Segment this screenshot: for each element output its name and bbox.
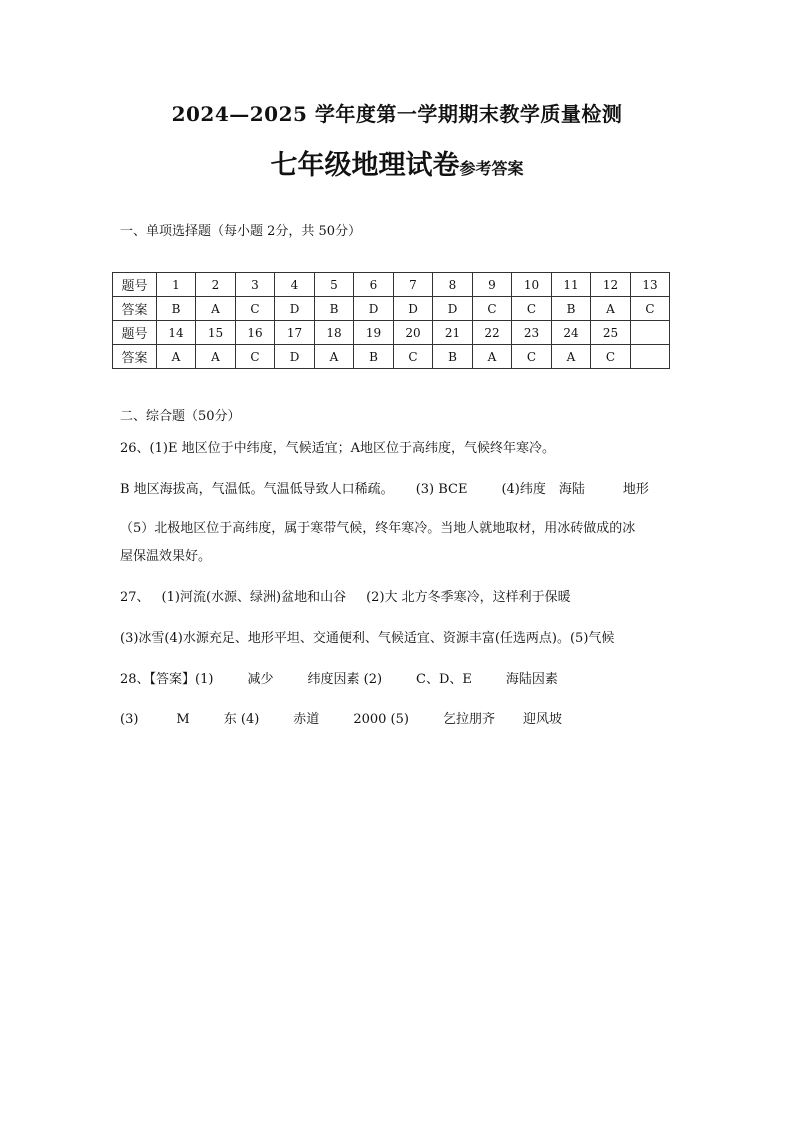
q28-answer-3a: M xyxy=(176,712,190,727)
q28-line2 xyxy=(120,708,562,727)
question-number-cell: 14 xyxy=(157,321,196,345)
answer-cell: A xyxy=(196,297,236,321)
answer-cell: B xyxy=(552,297,591,321)
answer-cell: C xyxy=(512,345,552,369)
q26-answer-4b: 海陆 xyxy=(558,482,585,497)
q28-answer-1b: 纬度因素 (2) xyxy=(307,672,383,687)
q28-answer-5a: 乞拉朋齐 xyxy=(442,712,495,727)
q28-line1 xyxy=(120,668,558,687)
question-number-cell: 4 xyxy=(275,273,315,297)
answer-cell: C xyxy=(236,345,275,369)
answer-cell: A xyxy=(473,345,512,369)
question-number-cell: 12 xyxy=(591,273,631,297)
question-number-cell: 22 xyxy=(473,321,512,345)
q28-answer-2a: C、D、E xyxy=(416,672,472,687)
part2-heading: 二、综合题（50分） xyxy=(120,409,241,424)
answer-cell: B xyxy=(433,345,473,369)
q28-answer-2b: 海陆因素 xyxy=(505,672,558,687)
question-number-cell: 15 xyxy=(196,321,236,345)
question-number-cell: 23 xyxy=(512,321,552,345)
q28-label: 28、【答案】(1) xyxy=(120,672,214,687)
question-number-cell xyxy=(631,321,670,345)
question-number-cell: 20 xyxy=(394,321,433,345)
q26-line4: 屋保温效果好。 xyxy=(120,549,212,564)
answer-cell: D xyxy=(275,297,315,321)
question-number-cell: 1 xyxy=(157,273,196,297)
question-number-cell: 21 xyxy=(433,321,473,345)
question-number-cell: 6 xyxy=(354,273,394,297)
q26-answer-4c: 地形 xyxy=(622,482,649,497)
exam-title: 2024—2025 学年度第一学期期末教学质量检测 xyxy=(171,102,623,126)
question-number-cell: 5 xyxy=(315,273,354,297)
row-label: 答案 xyxy=(113,345,157,369)
row-label: 答案 xyxy=(113,297,157,321)
question-number-cell: 25 xyxy=(591,321,631,345)
answer-cell: A xyxy=(157,345,196,369)
question-number-cell: 2 xyxy=(196,273,236,297)
question-number-cell: 9 xyxy=(473,273,512,297)
question-number-cell: 3 xyxy=(236,273,275,297)
question-number-cell: 11 xyxy=(552,273,591,297)
question-number-cell: 7 xyxy=(394,273,433,297)
answer-cell: D xyxy=(275,345,315,369)
question-number-cell: 24 xyxy=(552,321,591,345)
q27-line1 xyxy=(120,586,571,605)
answer-table-row xyxy=(113,321,670,345)
subject-suffix: 参考答案 xyxy=(459,159,524,178)
answer-cell: C xyxy=(236,297,275,321)
q26-line1: 26、(1)E 地区位于中纬度，气候适宜；A地区位于高纬度，气候终年寒冷。 xyxy=(120,441,555,456)
answer-cell: C xyxy=(591,345,631,369)
q27-line2: (3)冰雪(4)水源充足、地形平坦、交通便利、气候适宜、资源丰富(任选两点)。(5)气候 xyxy=(120,631,615,646)
answer-table xyxy=(112,272,670,369)
answer-cell: B xyxy=(315,297,354,321)
question-number-cell: 13 xyxy=(631,273,670,297)
subject-title-line xyxy=(0,143,794,182)
q26-line3: （5）北极地区位于高纬度，属于寒带气候，终年寒冷。当地人就地取材，用冰砖做成的冰 xyxy=(120,521,636,536)
row-label: 题号 xyxy=(113,321,157,345)
q28-answer-3b: 东 (4) xyxy=(223,712,260,727)
q28-answer-5b: 迎风坡 xyxy=(522,712,562,727)
question-number-cell: 10 xyxy=(512,273,552,297)
answer-cell: D xyxy=(354,297,394,321)
q26-answer-3: (3) BCE xyxy=(415,482,468,497)
answer-table-row xyxy=(113,273,670,297)
subject-title: 七年级地理试卷 xyxy=(270,150,460,181)
question-number-cell: 18 xyxy=(315,321,354,345)
answer-cell: A xyxy=(315,345,354,369)
q27-answer-1: (1)河流(水源、绿洲)盆地和山谷 xyxy=(161,590,347,605)
q28-answer-1a: 减少 xyxy=(247,672,274,687)
q26-line2 xyxy=(120,478,649,497)
q27-answer-2: (2)大 北方冬季寒冷，这样利于保暖 xyxy=(366,590,571,605)
q28-answer-4a: 赤道 xyxy=(293,712,320,727)
answer-cell: C xyxy=(631,297,670,321)
answer-cell: C xyxy=(394,345,433,369)
answer-cell: B xyxy=(354,345,394,369)
q28-answer-4b: 2000 (5) xyxy=(353,712,409,727)
question-number-cell: 19 xyxy=(354,321,394,345)
answer-cell: A xyxy=(552,345,591,369)
q26-line2-text: B 地区海拔高，气温低。气温低导致人口稀疏。 xyxy=(120,482,394,497)
answer-table-row xyxy=(113,297,670,321)
answer-cell: D xyxy=(433,297,473,321)
part1-heading: 一、单项选择题（每小题 2分，共 50分） xyxy=(120,224,362,239)
answer-cell: B xyxy=(157,297,196,321)
answer-table-row xyxy=(113,345,670,369)
answer-cell: A xyxy=(196,345,236,369)
q28-item3: (3) xyxy=(120,712,139,727)
answer-cell: C xyxy=(473,297,512,321)
q27-number: 27、 xyxy=(120,590,150,605)
answer-cell: A xyxy=(591,297,631,321)
q26-answer-4: (4)纬度 xyxy=(501,482,546,497)
question-number-cell: 17 xyxy=(275,321,315,345)
answer-cell: C xyxy=(512,297,552,321)
question-number-cell: 16 xyxy=(236,321,275,345)
answer-cell: D xyxy=(394,297,433,321)
row-label: 题号 xyxy=(113,273,157,297)
question-number-cell: 8 xyxy=(433,273,473,297)
answer-cell xyxy=(631,345,670,369)
